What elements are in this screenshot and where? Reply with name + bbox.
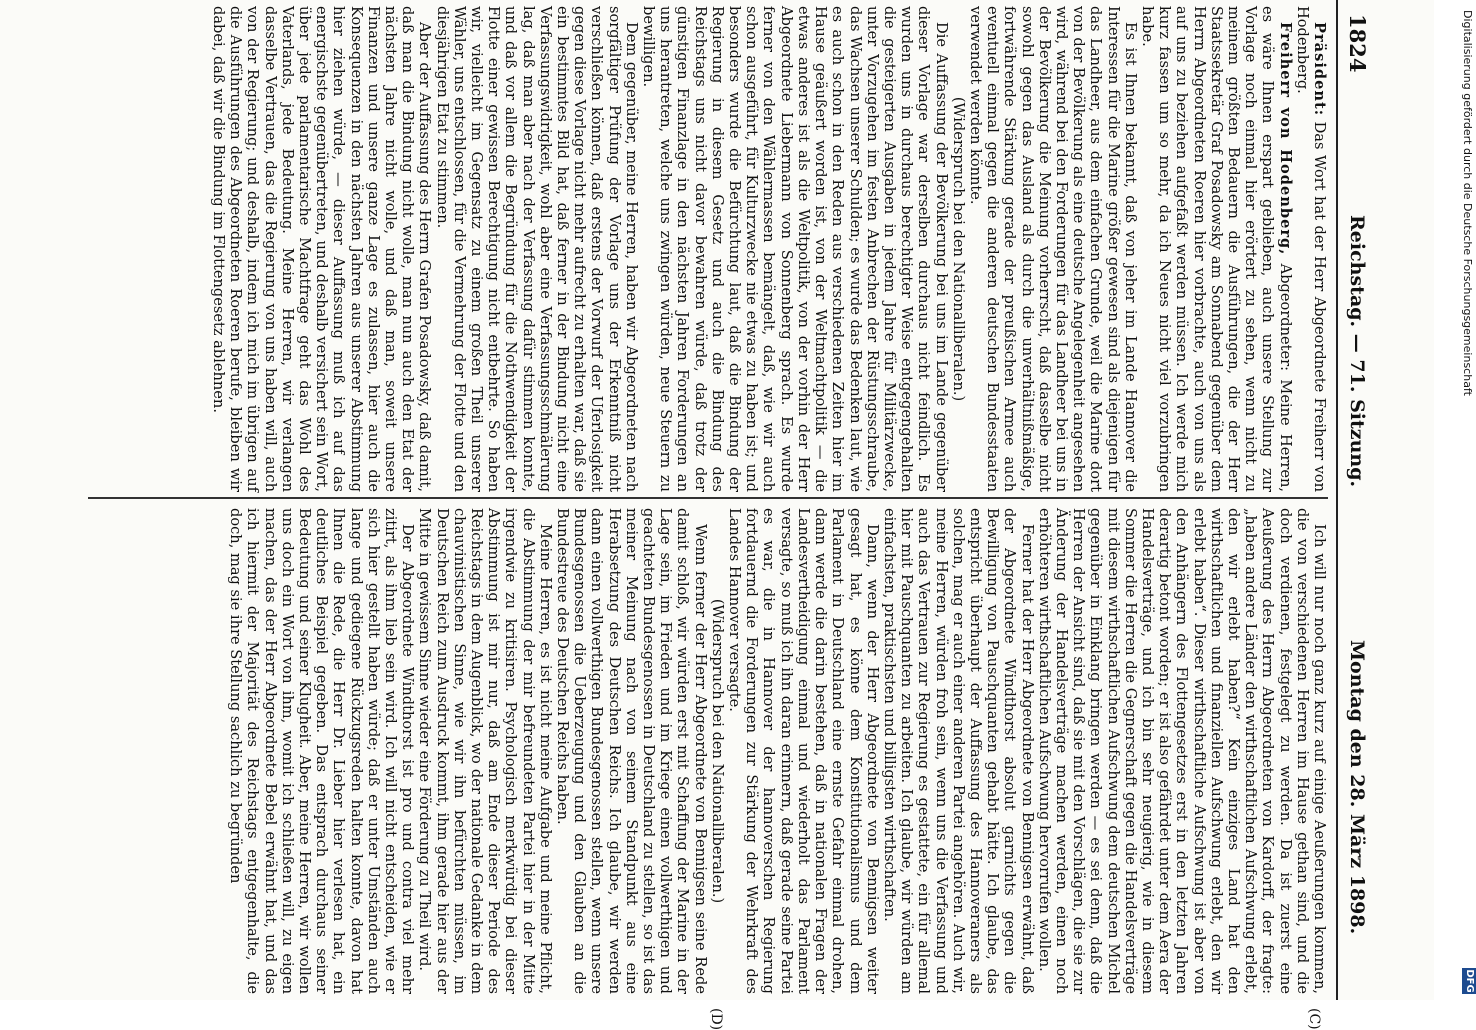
paragraph bbox=[1139, 6, 1294, 492]
header-rule bbox=[1336, 0, 1338, 1000]
session-date: Montag den 28. März 1898. bbox=[1346, 640, 1368, 935]
dfg-logo: DFG bbox=[1464, 969, 1475, 993]
interjection: (Widerspruch bei den Nationalliberalen.) bbox=[949, 96, 967, 402]
digitization-credit bbox=[1416, 0, 1475, 1000]
paragraph: Es ist Ihnen bekannt, daß von jeher im Lande Hannover die Interessen für die Marine größer gewesen sind als diejenigen für das Landheer, aus dem einfachen Grunde, weil die Marine dort von der Bevölkerung als eine deutsche Angelegenheit angesehen wird, während bei den Forderungen für das Landheer bei uns in der Bevölkerung die Meinung vorherrscht, daß dasselbe nicht sowohl gegen das Ausland als durch die unverhältnißmäßige, fortwährende Stärkung gerade der preußischen Armee auch eventuell einmal gegen die anderen deutschen Bundesstaaten verwendet werden könnte. bbox=[966, 6, 1139, 492]
running-title: Reichstag. — 71. Sitzung. bbox=[1346, 215, 1368, 488]
paragraph: Der Abgeordnete Windthorst ist pro und contra viel mehr zitirt, als ihm lieb sein wird. Ich will nicht entscheiden, wie er sich hier gestellt haben würde; daß er unter Umständen auch lange und gediegene Rückzugsreden halten konnte, davon hat Ihnen die Rede, die Herr Dr. Lieber hier verlesen hat, ein deutliches Beispiel gegeben. Das entsprach durchaus seiner Bedeutung und seiner Klugheit. Aber, meine Herren, wir wollen uns doch ein Wort von ihm, womit ich schließen will, zu eigen machen, das der Herr Abgeordnete Bebel erwähnt hat, und das ich hiermit der Majorität des Reichstags entgegenhalte, die doch, mag sie ihre Stellung sachlich zu begründen bbox=[227, 508, 417, 994]
page-number: 1824 bbox=[1345, 14, 1370, 73]
paragraph bbox=[1294, 6, 1328, 492]
paragraph: Die Auffassung der Bevölkerung bei uns im Lande gegenüber dieser Vorlage war derselben durchaus nicht feindlich. Es wurden uns in durchaus berechtigter Weise entgegengehalten die gesteigerten Ausgaben in jedem Jahre für Militärzwecke, unter Vorzugehen im festen Anbrechen der Rüstungsschraube, das Wachsen unserer Schulden; es wurde das Bedenken laut, wie es auch schon in den Reden aus verschiedenen Zeiten hier im Hause geäußert worden ist, von der Weltmachtpolitik — die etwas anderes ist als die Weltpolitik, von der vorhin der Herr Abgeordnete Liebermann von Sonnenberg sprach. Es wurde ferner von den Wählermassen bemängelt, daß, wie wir auch schon ausgeführt, für Kulturzwecke nie etwas zu haben ist; und besonders wurde die Befürchtung laut, daß die Bindung der Regierung in diesem Gesetz und auch die Bindung des Reichstags uns nicht davor bewahren würde, daß trotz der günstigen Finanzlage in den nächsten Jahren Forderungen an uns herantreten, welche uns zwingen würden, neue Steuern zu bewilligen. bbox=[640, 6, 950, 492]
paragraph: Ich will nur noch ganz kurz auf einige Aeußerungen kommen, die von verschiedenen Herren im Hause gethan sind, und die doch verdienen, festgelegt zu werden. Da ist zuerst eine Aeußerung des Herrn Abgeordneten von Kardorff, der fragte: „haben andere Länder den wirthschaftlichen Aufschwung erlebt, den wir erlebt haben?“ Kein einziges Land hat den wirthschaftlichen und finanziellen Aufschwung erlebt, den wir erlebt haben“. Dieser wirthschaftliche Aufschwung ist aber von den Anhängern des Flottengesetzes erst in den letzten Jahren derartig betont worden; er ist also gefährdet unter dem Aera der Handelsverträge, und ich bin sehr neugierig, wie in diesem Sommer die Herren die Gegnerschaft gegen die Handelsverträge mit diesem wirthschaftlichen Aufschwung dem deutschen Michel gegenüber in Einklang bringen werden — es sei denn, daß die Herren der Ansicht sind, daß sie mit den Vorschlägen, die sie zur Änderung der Handelsverträge machen werden, einen noch erhöhteren wirthschaftlichen Aufschwung hervorrufen wollen. bbox=[1035, 508, 1328, 994]
paragraph: Dem gegenüber, meine Herren, haben wir Abgeordneten nach sorgfältiger Prüfung der Vorlage uns der Erkenntniß nicht verschließen können, daß erstens der Vorwurf der Uferlosigkeit gegen diese Vorlage nicht mehr aufrecht zu erhalten war, daß sie ein bestimmtes Bild hat, daß ferner in der Bindung nicht eine Verfassungswidrigkeit, wohl aber eine Verfassungsschmälerung lag, daß man aber nach der Verfassung dafür stimmen konnte, und daß vor allem die Begründung für die Nothwendigkeit der Flotte einer gewissen Berechtigung nicht entbehrte. So haben wir, vielleicht im Gegensatz zu einem großen Theil unserer Wähler, uns entschlossen, für die Vermehrung der Flotte und den diesjährigen Etat zu stimmen. bbox=[433, 6, 640, 492]
speaker-name: Präsident: bbox=[1311, 22, 1328, 117]
column-divider bbox=[88, 497, 1328, 499]
paragraph: Dann, wenn der Herr Abgeordnete von Bennigsen weiter gesagt hat, es könne dem Konstitutionalismus und dem Parlament in Deutschland eine ernste Gefahr einmal drohen, dann werde die darin bestehen, daß in nationalen Fragen der Landesvertheidigung einmal und wiederholt das Parlament versagte, so muß ich ihn daran erinnern, daß gerade seine Partei es war, die in Hannover der hannoverschen Regierung fortdauernd die Forderungen zur Stärkung der Wehrkraft des Landes Hannover versagte. bbox=[726, 508, 881, 994]
margin-marker-c: (C) bbox=[1306, 1008, 1322, 1030]
left-column bbox=[83, 6, 1328, 492]
interjection: (Widerspruch bei den Nationalliberalen.) bbox=[708, 598, 726, 904]
paragraph: Wenn ferner der Herr Abgeordnete von Bennigsen seine Rede damit schloß, wir würden erst mit Schaffung der Marine in der Lage sein, im Frieden und im Kriege einen vollwerthigen und geachteten Bundesgenossen in Deutschland zu stellen, so ist das meiner Meinung nach von seinem Standpunkt aus eine Herabsetzung des Deutschen Reichs. Ich glaube, wir werden dann einen vollwerthigen Bundesgenossen stellen, wenn unsere Bundesgenossen die Ueberzeugung und den Glauben an die Bundestreue des Deutschen Reichs haben. bbox=[554, 508, 709, 994]
paragraph-text: Abgeordneter: Meine Herren, es wäre Ihnen erspart geblieben, auch unsere Stellung zur Vorlage noch einmal hier erörtert zu sehen, wenn nicht zu meinem größten Bedauern die Ausführungen, die der Herr Staatssekretär Graf Posadowsky am Sonnabend gegenüber dem Herrn Abgeordneten Roeren hier vorbrachte, auch von uns als auf uns zu beziehen aufgefaßt werden müssen. Ich werde mich kurz fassen um so mehr, da ich Neues nicht viel vorzubringen habe. bbox=[1138, 6, 1294, 492]
paragraph-text: Das Wort hat der Herr Abgeordnete Freiherr von Hodenberg. bbox=[1293, 6, 1328, 493]
credit-text: Digitalisierung gefördert durch die Deutsche Forschungsgemeinschaft bbox=[1461, 10, 1474, 396]
right-column bbox=[83, 508, 1328, 994]
paragraph: Meine Herren, es ist nicht meine Aufgabe und meine Pflicht, die Abstimmung der mir befreundeten Partei hier in der Mitte irgendwie zu kritisiren. Psychologisch merkwürdig bei dieser Abstimmung ist mir nur, daß am Ende dieser Periode des Reichstags in dem Augenblick, wo der nationale Gedanke in dem chauvinistischen Sinne, wie wir ihn befürchten müssen, im Deutschen Reich zum Ausdruck kommt, ihm gerade hier aus der Mitte in gewissem Sinne wieder eine Förderung zu Theil wird. bbox=[416, 508, 554, 994]
speaker-name: Freiherr von Hodenberg, bbox=[1276, 22, 1294, 256]
paragraph: Ferner hat der Herr Abgeordnete von Bennigsen erwähnt, daß der Abgeordnete Windthorst absolut garnichts gegen die Bewilligung von Pauschquanten gehabt hätte. Ich glaube, das entspricht überhaupt der Auffassung des Hannoveraners als solchen, mag er auch einer anderen Partei angehören. Auch wir, meine Herren, würden froh sein, wenn uns die Verfassung und auch das Vertrauen zur Regierung es gestattete, ein für allemal hier mit Pauschquanten zu arbeiten. Ich glaube, wir würden am einfachsten, praktischsten und billigsten wirthschaften. bbox=[880, 508, 1036, 994]
margin-marker-d: (D) bbox=[708, 1008, 724, 1030]
page-header bbox=[1336, 0, 1376, 1000]
paragraph: Aber der Auffassung des Herrn Grafen Posadowsky, daß damit, daß man die Bindung nicht wolle, man nun auch den Etat der nächsten Jahre nicht wolle, und daß man, soweit unsere Finanzen und unsere ganze Lage es zulassen, hier auch die Konsequenzen in den nächsten Jahren aus unserer Abstimmung hier ziehen würde, — dieser Auffassung muß ich auf das energischste gegenübertreten, und deshalb versichert sein Wort, über jede parlamentarische Machtfrage geht das Wohl des Vaterlands, jede Bedeutung. Meine Herren, wir verlangen dasselbe Vertrauen, das die Regierung von uns haben will, auch von der Regierung; und deshalb, indem ich mich im übrigen auf die Ausführungen des Abgeordneten Roeren berufe, bleiben wir dabei, daß wir die Bindung im Flottengesetz ablehnen. bbox=[210, 6, 434, 492]
